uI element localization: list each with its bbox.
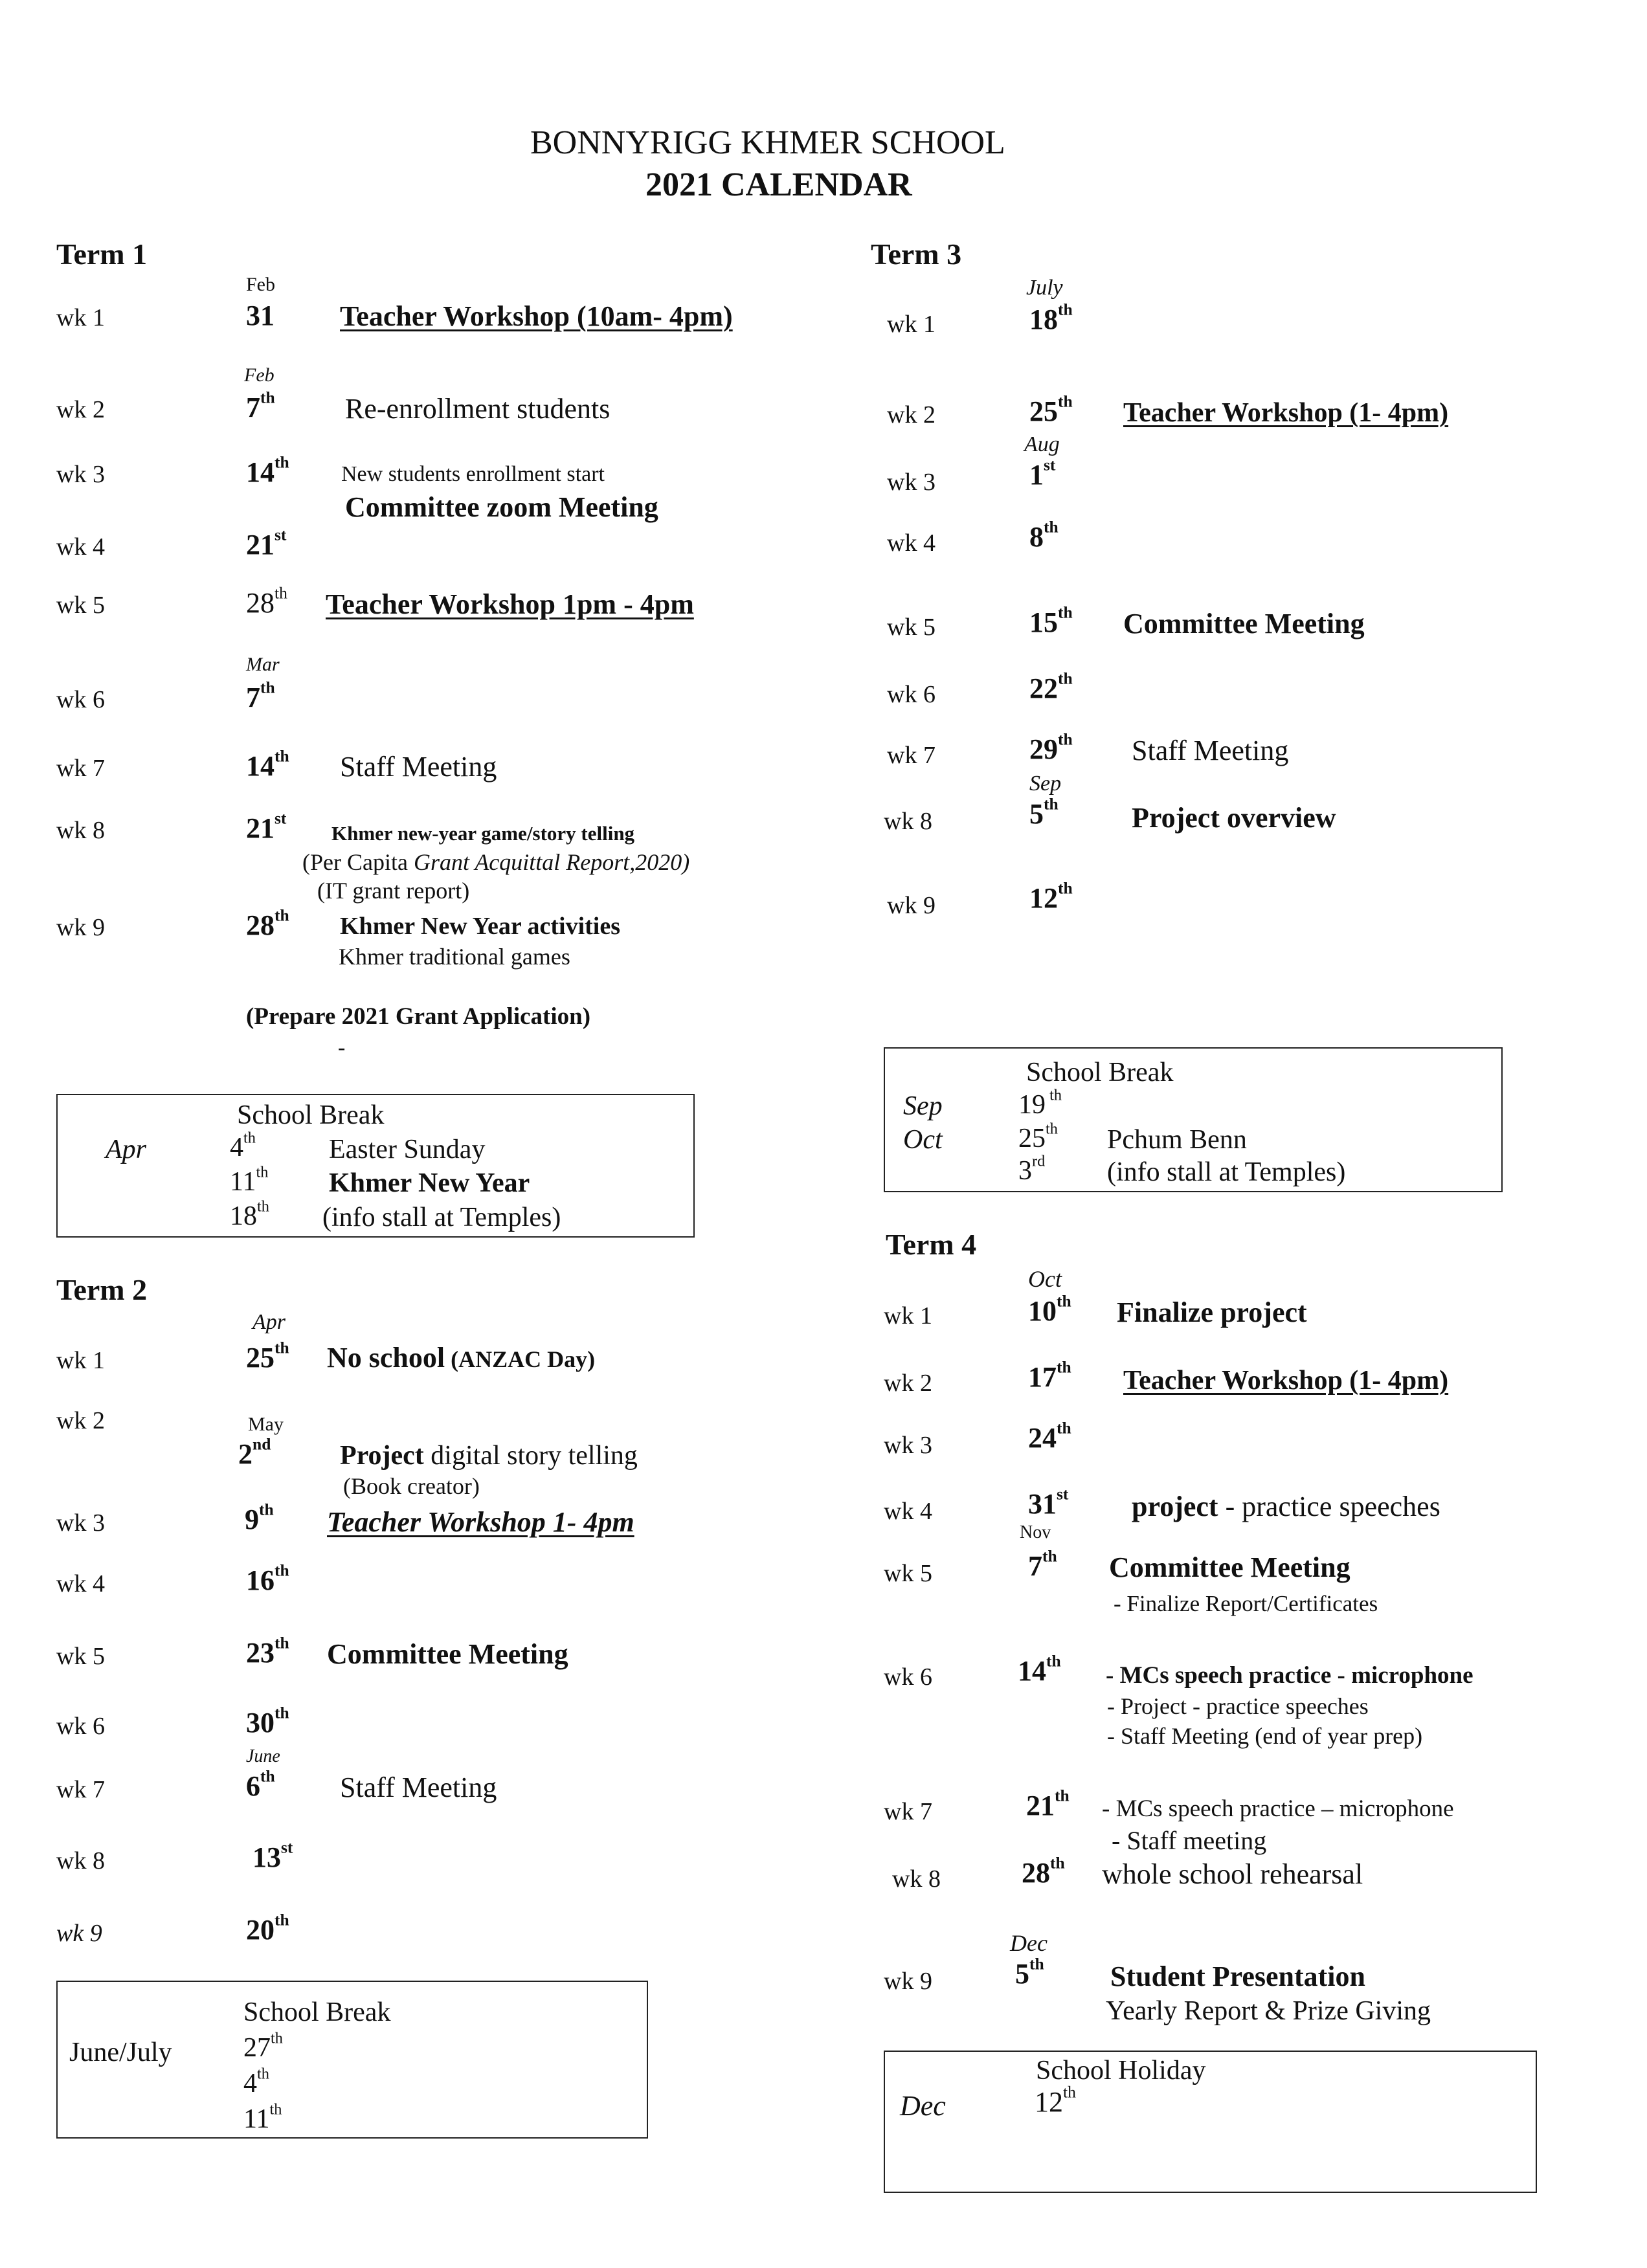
event-finalize-project: Finalize project: [1117, 1296, 1307, 1328]
week-label: wk 6: [884, 1663, 932, 1691]
event-student-presentation: Student Presentation: [1110, 1961, 1365, 1992]
event-traditional-games: Khmer traditional games: [339, 944, 570, 970]
week-label: wk 9: [56, 914, 105, 941]
date: 16th: [246, 1561, 289, 1596]
date: 12th: [1035, 2082, 1076, 2118]
date: 14th: [1018, 1651, 1061, 1687]
event-committee-meeting: Committee Meeting: [1123, 608, 1365, 639]
event-reenrollment: Re-enrollment students: [345, 393, 611, 425]
week-label: wk 4: [56, 533, 105, 561]
date: 13st: [252, 1838, 293, 1873]
event-teacher-workshop: Teacher Workshop (1- 4pm): [1123, 398, 1449, 428]
week-label: wk 5: [887, 614, 936, 641]
event-book-creator: (Book creator): [343, 1473, 480, 1499]
week-label: wk 7: [56, 755, 105, 782]
event-finalize-report: - Finalize Report/Certificates: [1114, 1591, 1378, 1616]
month-label: July: [1026, 276, 1063, 300]
month-label: Sep: [903, 1091, 943, 1121]
week-label: wk 7: [884, 1798, 932, 1825]
grant-application-note: (Prepare 2021 Grant Application): [246, 1003, 591, 1030]
week-label: wk 3: [56, 1509, 105, 1537]
week-label: wk 3: [887, 469, 936, 496]
term4-heading: Term 4: [886, 1228, 977, 1261]
month-label: Aug: [1024, 432, 1060, 456]
week-label: wk 9: [887, 892, 936, 919]
term1-heading: Term 1: [56, 238, 148, 271]
date: 27th: [243, 2029, 283, 2063]
date: 7th: [1028, 1546, 1057, 1582]
week-label: wk 1: [56, 1347, 105, 1374]
date: 12th: [1029, 878, 1073, 914]
week-label: wk 8: [56, 817, 105, 844]
date: 20th: [246, 1910, 289, 1946]
event-mcs-speech-practice: - MCs speech practice - microphone: [1106, 1662, 1473, 1689]
month-label: June: [246, 1746, 280, 1766]
event-project-practice: - Project - practice speeches: [1107, 1693, 1369, 1719]
week-label: wk 8: [884, 808, 932, 835]
date: 15th: [1029, 603, 1073, 638]
week-label: wk 5: [884, 1560, 932, 1587]
date: 8th: [1029, 517, 1059, 553]
event-staff-meeting: Staff Meeting: [340, 1772, 497, 1803]
week-label: wk 7: [56, 1776, 105, 1803]
school-holiday-box: [884, 2051, 1537, 2193]
date: 1st: [1029, 455, 1056, 491]
note-dash: -: [338, 1036, 346, 1060]
month-label: Mar: [246, 654, 280, 675]
month-label: May: [248, 1414, 284, 1435]
event-staff-meeting-end-of-year: - Staff Meeting (end of year prep): [1107, 1723, 1423, 1749]
week-label: wk 5: [56, 1643, 105, 1670]
date: 19 $^{th}$: [1018, 1086, 1062, 1120]
event-info-stall: (info stall at Temples): [1107, 1157, 1346, 1187]
date: 31st: [1028, 1484, 1069, 1520]
event-teacher-workshop: Teacher Workshop 1pm - 4pm: [326, 588, 694, 620]
month-label: Feb: [246, 274, 275, 295]
date: 7th: [246, 388, 275, 423]
date: 31: [246, 300, 274, 331]
term3-heading: Term 3: [871, 238, 962, 271]
week-label: wk 2: [884, 1370, 932, 1397]
date: 29th: [1029, 729, 1073, 765]
date: 11th: [230, 1163, 269, 1197]
week-label: wk 6: [56, 686, 105, 713]
calendar-title: 2021 CALENDAR: [645, 166, 912, 203]
school-holiday-title: School Holiday: [1036, 2056, 1206, 2085]
event-no-school: No school (ANZAC Day): [327, 1342, 596, 1373]
week-label: wk 8: [892, 1865, 941, 1893]
week-label: wk 9: [56, 1920, 102, 1947]
event-teacher-workshop: Teacher Workshop (1- 4pm): [1123, 1366, 1449, 1395]
month-label: Oct: [1028, 1266, 1062, 1292]
school-name: BONNYRIGG KHMER SCHOOL: [530, 124, 1005, 161]
week-label: wk 4: [887, 529, 936, 557]
date: 11th: [243, 2100, 282, 2134]
week-label: wk 7: [887, 742, 936, 769]
date: 10th: [1028, 1291, 1071, 1327]
month-label: Apr: [106, 1135, 146, 1164]
date: 30th: [246, 1703, 289, 1739]
event-new-enrollment: New students enrollment start: [341, 462, 605, 486]
date: 4th: [230, 1129, 256, 1162]
date: 28th: [246, 906, 289, 941]
event-staff-meeting: Staff Meeting: [1132, 735, 1289, 766]
week-label: wk 2: [887, 401, 936, 428]
event-mcs-speech-practice: - MCs speech practice – microphone: [1102, 1796, 1454, 1822]
event-project-digital-story: Project digital story telling: [340, 1441, 638, 1471]
date: 9th: [245, 1500, 274, 1535]
week-label: wk 6: [56, 1713, 105, 1740]
date: 7th: [246, 678, 275, 713]
week-label: wk 2: [56, 396, 105, 423]
week-label: wk 9: [884, 1968, 932, 1995]
date: 25th: [1029, 392, 1073, 427]
term2-heading: Term 2: [56, 1273, 148, 1306]
event-khmer-new-year: Khmer New Year: [329, 1168, 530, 1198]
event-project-overview: Project overview: [1132, 802, 1336, 834]
month-label: Oct: [903, 1125, 943, 1155]
week-label: wk 3: [56, 461, 105, 488]
month-label: Dec: [900, 2090, 946, 2122]
school-break-title: School Break: [237, 1100, 385, 1130]
month-label: Apr: [252, 1310, 286, 1334]
event-staff-meeting: - Staff meeting: [1112, 1826, 1267, 1855]
date: 21st: [246, 808, 287, 844]
event-staff-meeting: Staff Meeting: [340, 751, 497, 783]
date: 25th: [1018, 1120, 1058, 1153]
date: 28th: [246, 583, 287, 619]
date: 17th: [1028, 1357, 1071, 1393]
event-info-stall: (info stall at Temples): [322, 1203, 561, 1232]
week-label: wk 2: [56, 1407, 105, 1434]
week-label: wk 6: [887, 681, 936, 708]
date: 22th: [1029, 669, 1073, 704]
event-khmer-new-year-activities: Khmer New Year activities: [340, 913, 621, 940]
month-label: June/July: [69, 2038, 172, 2067]
date: 23th: [246, 1633, 289, 1669]
date: 5th: [1015, 1954, 1044, 1990]
event-committee-zoom: Committee zoom Meeting: [345, 491, 658, 523]
week-label: wk 4: [56, 1570, 105, 1597]
date: 25th: [246, 1338, 289, 1373]
date: 28th: [1022, 1853, 1065, 1889]
event-project-practice: project - practice speeches: [1132, 1491, 1440, 1522]
date: 18th: [1029, 300, 1073, 335]
date: 14th: [246, 746, 289, 782]
date: 14th: [246, 452, 289, 488]
school-break-title: School Break: [243, 1997, 391, 2027]
week-label: wk 1: [884, 1302, 932, 1329]
event-yearly-report: Yearly Report & Prize Giving: [1106, 1996, 1431, 2026]
month-label: Nov: [1020, 1522, 1051, 1542]
date: 2nd: [238, 1434, 271, 1470]
event-easter-sunday: Easter Sunday: [329, 1135, 486, 1164]
date: 18th: [230, 1197, 269, 1231]
date: 24th: [1028, 1418, 1071, 1454]
week-label: wk 8: [56, 1847, 105, 1874]
week-label: wk 1: [887, 311, 936, 338]
event-khmer-newyear-game: Khmer new-year game/story telling: [331, 822, 635, 845]
event-teacher-workshop: Teacher Workshop 1- 4pm: [327, 1506, 634, 1538]
month-label: Sep: [1029, 772, 1062, 795]
event-pchum-benn: Pchum Benn: [1107, 1125, 1247, 1155]
week-label: wk 4: [884, 1498, 932, 1525]
week-label: wk 5: [56, 592, 105, 619]
date: 21th: [1026, 1786, 1070, 1821]
week-label: wk 3: [884, 1432, 932, 1459]
week-label: wk 1: [56, 304, 105, 331]
event-it-grant: (IT grant report): [317, 878, 470, 904]
school-break-title: School Break: [1026, 1058, 1174, 1087]
date: 5th: [1029, 794, 1059, 830]
date: 3rd: [1018, 1152, 1046, 1186]
date: 21st: [246, 525, 287, 561]
event-committee-meeting: Committee Meeting: [327, 1638, 568, 1670]
month-label: Feb: [244, 364, 274, 386]
date: 6th: [246, 1766, 275, 1802]
month-label: Dec: [1010, 1930, 1048, 1956]
event-committee-meeting: Committee Meeting: [1109, 1551, 1350, 1583]
date: 4th: [243, 2065, 269, 2098]
event-teacher-workshop: Teacher Workshop (10am- 4pm): [340, 300, 733, 332]
event-per-capita: (Per Capita Grant Acquittal Report,2020): [302, 849, 690, 875]
event-whole-school-rehearsal: whole school rehearsal: [1102, 1858, 1363, 1890]
